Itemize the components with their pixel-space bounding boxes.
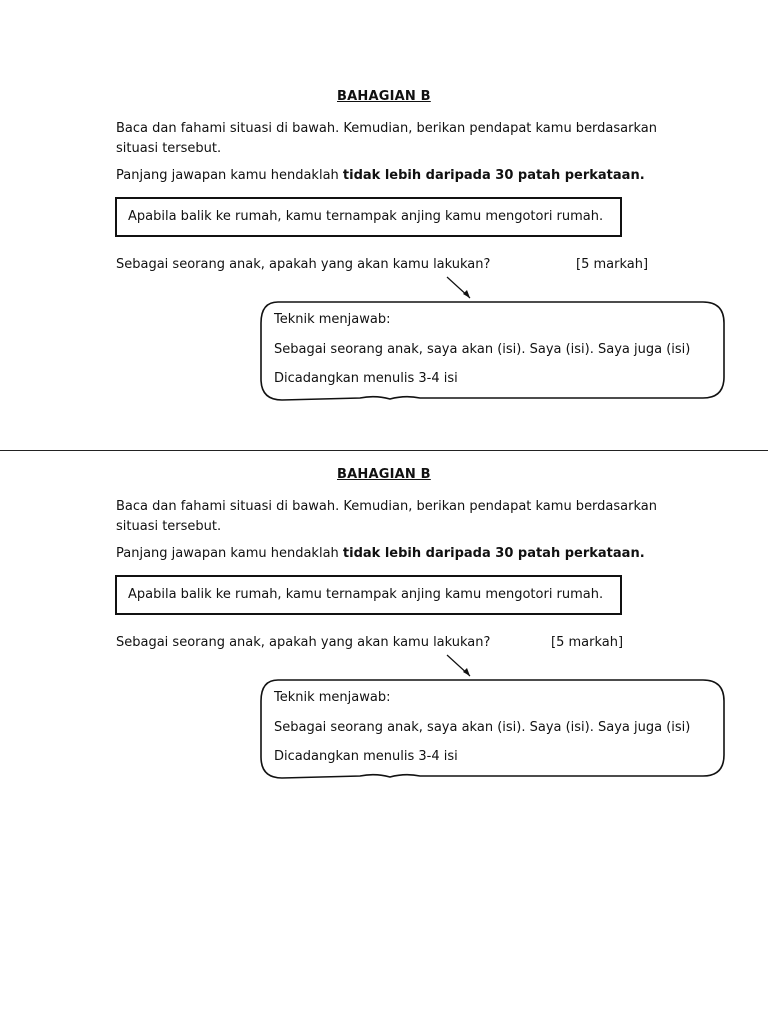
tip-heading: Teknik menjawab:: [274, 312, 391, 327]
arrowhead: [463, 668, 470, 676]
speech-bubble: [0, 89, 768, 449]
tip-note: Dicadangkan menulis 3-4 isi: [274, 749, 458, 764]
tip-heading: Teknik menjawab:: [274, 690, 391, 705]
marks-label: [5 markah]: [551, 635, 624, 650]
instruction-text: Baca dan fahami situasi di bawah. Kemudian, berikan pendapat kamu berdasarkan situasi tersebut.: [116, 121, 657, 156]
tip-template: Sebagai seorang anak, saya akan (isi). Saya (isi). Saya juga (isi): [274, 720, 691, 735]
situation-box: Apabila balik ke rumah, kamu ternampak anjing kamu mengotori rumah.: [115, 575, 622, 615]
length-limit: tidak lebih daripada 30 patah perkataan.: [342, 546, 645, 561]
situation-box: Apabila balik ke rumah, kamu ternampak anjing kamu mengotori rumah.: [115, 197, 622, 237]
length-prefix: Panjang jawapan kamu hendaklah: [116, 168, 343, 183]
instruction-text: Baca dan fahami situasi di bawah. Kemudian, berikan pendapat kamu berdasarkan situasi tersebut.: [116, 499, 657, 534]
page-divider: [0, 450, 768, 451]
section-1: [0, 89, 768, 449]
section-title: BAHAGIAN B: [337, 89, 431, 104]
question-text: Sebagai seorang anak, apakah yang akan kamu lakukan?: [116, 257, 491, 272]
section-2: [0, 467, 768, 827]
speech-bubble: [0, 467, 768, 827]
question-text: Sebagai seorang anak, apakah yang akan kamu lakukan?: [116, 635, 491, 650]
length-limit: tidak lebih daripada 30 patah perkataan.: [342, 168, 645, 183]
marks-label: [5 markah]: [576, 257, 649, 272]
section-title: BAHAGIAN B: [337, 467, 431, 482]
arrowhead: [463, 290, 470, 298]
tip-note: Dicadangkan menulis 3-4 isi: [274, 371, 458, 386]
tip-template: Sebagai seorang anak, saya akan (isi). Saya (isi). Saya juga (isi): [274, 342, 691, 357]
length-prefix: Panjang jawapan kamu hendaklah: [116, 546, 343, 561]
